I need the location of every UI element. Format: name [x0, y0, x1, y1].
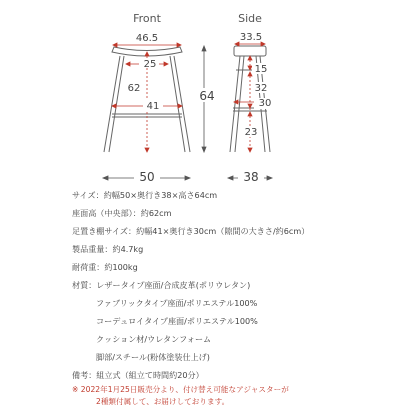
- spec-note-adjuster-cont: 2種類付属して、お届けしております。: [96, 397, 230, 406]
- spec-material-legs: 脚部/スチール(粉体塗装仕上げ): [96, 352, 210, 362]
- front-base-width-label: 50: [139, 170, 155, 184]
- overall-height-label: 64: [199, 89, 215, 103]
- spec-seat-height: 座面高（中央部）：約62cm: [72, 208, 172, 218]
- front-inner-width-label: 25: [143, 59, 157, 70]
- spec-material-leather: 材質：レザータイプ座面/合成皮革(ポリウレタン): [72, 280, 251, 290]
- side-rung-gap-label: 15: [254, 64, 268, 75]
- spec-material-cushion: クッション材/ウレタンフォーム: [96, 334, 212, 344]
- spec-load-capacity: 耐荷重：約100kg: [72, 262, 138, 272]
- front-footrest-width-label: 41: [146, 101, 160, 112]
- front-view-label: Front: [133, 12, 161, 25]
- spec-remarks: 備考：組立式（組立て時間約20分）: [72, 370, 204, 380]
- spec-material-fabric: ファブリックタイプ座面/ポリエステル100%: [96, 298, 258, 308]
- spec-note-adjuster: ※ 2022年1月25日販売分より、付け替え可能なアジャスターが: [72, 385, 289, 394]
- spec-material-corduroy: コーデュロイタイプ座面/ポリエステル100%: [96, 316, 258, 326]
- front-seat-width-label: 46.5: [135, 33, 159, 44]
- side-leg-height-label: 32: [254, 83, 268, 94]
- side-view-label: Side: [238, 12, 262, 25]
- spec-footrest-size: 足置き棚サイズ：約幅41×奥行き30cm（隙間の大きさ/約6cm）: [72, 226, 310, 236]
- side-footrest-depth-label: 30: [258, 98, 272, 109]
- spec-size: サイズ：約幅50×奥行き38×高さ64cm: [72, 190, 218, 200]
- spec-weight: 製品重量：約4.7kg: [72, 244, 144, 254]
- side-base-depth-label: 38: [243, 170, 259, 184]
- side-seat-depth-label: 33.5: [239, 32, 263, 43]
- front-seat-height-label: 62: [127, 83, 141, 94]
- dimension-diagram: [0, 0, 400, 190]
- side-footrest-height-label: 23: [244, 127, 258, 138]
